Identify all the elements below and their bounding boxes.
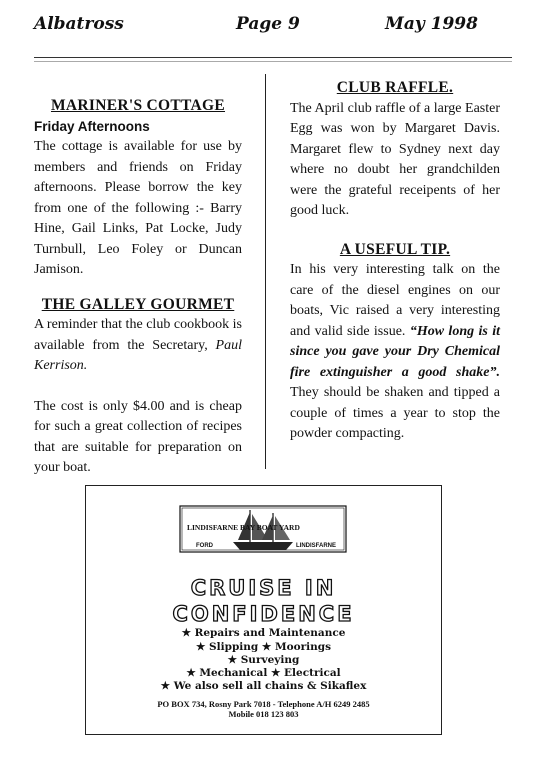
galley-gourmet-body (34, 315, 242, 377)
boatyard-advertisement (85, 485, 442, 735)
newsletter-title: Albatross (34, 14, 124, 34)
service-mechanical: ★ Mechanical ★ Electrical (186, 667, 341, 679)
useful-tip-body (290, 260, 500, 445)
confidence-text: CONFIDENCE (172, 602, 355, 626)
service-surveying: ★ Surveying (227, 654, 300, 666)
service-repairs: ★ Repairs and Maintenance (181, 627, 346, 639)
column-divider (265, 74, 266, 469)
useful-tip-heading: A USEFUL TIP. (339, 240, 451, 258)
galley-gourmet-text: A reminder that the club cookbook is available from the Secretary, (34, 317, 242, 353)
boat-yard-logo (178, 500, 348, 558)
galley-gourmet-cost: The cost is only $4.00 and is cheap for such a great collection of recipes that are suitable for preparation on your boat. (34, 398, 242, 475)
mariners-cottage-body: The cottage is available for use by members and friends on Friday afternoons. Please borrow the key from one of the following :- Barry Hine, Gail Links, Pat Locke, Judy Turnbull, Leo Foley or Duncan Jamison. (34, 139, 242, 277)
service-slipping: ★ Slipping ★ Moorings (195, 641, 332, 653)
logo-name-text: LINDISFARNE BAY BOAT YARD (187, 523, 300, 532)
cruise-in-text: CRUISE IN (190, 576, 337, 600)
ad-mobile: Mobile 018 123 803 (228, 709, 299, 719)
useful-tip-quote: “How long is it since you gave your Dry Chemical fire extinguisher a good shake”. (290, 323, 500, 380)
ad-address: PO BOX 734, Rosny Park 7018 - Telephone A/H 6249 2485 (157, 699, 370, 709)
galley-gourmet-heading: THE GALLEY GOURMET (41, 295, 235, 313)
useful-tip-intro: In his very interesting talk on the care of the diesel engines on our boats, Vic raised a very interesting and valid side issue. (290, 262, 500, 339)
logo-left-text: FORD (196, 543, 213, 549)
right-column (290, 78, 500, 445)
page-number: Page 9 (236, 14, 300, 34)
useful-tip-advice: They should be shaken and tipped a couple of times a year to stop the powder compacting. (290, 385, 500, 441)
header-rule-thin (34, 61, 512, 62)
left-column (34, 96, 242, 479)
mariners-cottage-subheading: Friday Afternoons (34, 118, 150, 134)
header-rule (34, 57, 512, 58)
issue-date: May 1998 (385, 14, 478, 34)
logo-right-text: LINDISFARNE (296, 543, 337, 549)
club-raffle-body: The April club raffle of a large Easter Egg was won by Margaret Davis. Margaret flew to Sydney next day where no doubt her grandchilden were the grateful receipents of her good luck. (290, 100, 500, 218)
club-raffle-heading: CLUB RAFFLE. (336, 79, 454, 96)
mariners-cottage-heading: MARINER'S COTTAGE (50, 97, 226, 114)
service-chains: ★ We also sell all chains & Sikaflex (160, 680, 367, 692)
secretary-name: Paul Kerrison. (34, 337, 242, 373)
